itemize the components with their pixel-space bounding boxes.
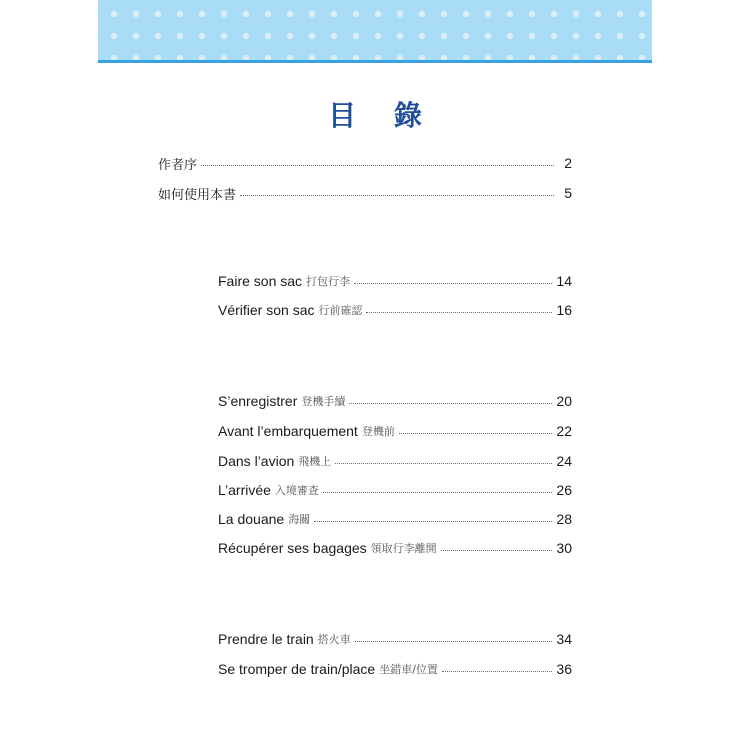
- dot-leader: [399, 433, 553, 434]
- dot-leader: [240, 195, 554, 196]
- toc-entry-french: Se tromper de train/place: [218, 661, 376, 677]
- toc-entry-page: 34: [556, 631, 572, 647]
- toc-entry[interactable]: [218, 299, 572, 321]
- toc-entry-chinese: 領取行李離開: [370, 542, 437, 555]
- header-banner: [98, 0, 652, 60]
- dot-leader: [323, 492, 553, 493]
- toc-entry-french: L’arrivée: [218, 482, 271, 498]
- toc-entry[interactable]: [218, 508, 572, 530]
- toc-entry-page: 36: [556, 661, 572, 677]
- toc-entry-chinese: 行前確認: [318, 304, 363, 317]
- toc-entry-label: 如何使用本書: [158, 187, 237, 203]
- toc-entry-page: 28: [556, 511, 572, 527]
- toc-entry-page: 22: [556, 423, 572, 439]
- toc-entry-page: 20: [556, 393, 572, 409]
- dot-leader: [366, 312, 552, 313]
- toc-entry[interactable]: [218, 628, 572, 650]
- toc-entry[interactable]: [218, 450, 572, 472]
- toc-entry-page: 24: [556, 453, 572, 469]
- toc-entry-french: Prendre le train: [218, 631, 314, 647]
- toc-entry-page: 2: [564, 155, 572, 171]
- toc-entry-chinese: 登機前: [361, 425, 395, 438]
- page-title: 目 錄: [328, 99, 436, 132]
- toc-entry-french: Récupérer ses bagages: [218, 540, 367, 556]
- toc-entry-chinese: 坐錯車/位置: [379, 663, 438, 676]
- toc-entry-label: 作者序: [158, 157, 198, 173]
- toc-entry-chinese: 搭火車: [317, 633, 351, 646]
- toc-entry-chinese: 入境審查: [274, 484, 319, 497]
- toc-entry[interactable]: [218, 390, 572, 412]
- toc-entry-french: Faire son sac: [218, 273, 303, 289]
- toc-entry-chinese: 海關: [288, 513, 311, 526]
- toc-entry-french: Vérifier son sac: [218, 302, 315, 318]
- dot-leader: [355, 641, 553, 642]
- dot-leader: [314, 521, 552, 522]
- dot-leader: [441, 550, 553, 551]
- toc-entry[interactable]: [218, 420, 572, 442]
- toc-entry-page: 26: [556, 482, 572, 498]
- toc-entry-how-to-use[interactable]: [158, 182, 572, 204]
- dot-leader: [349, 403, 552, 404]
- toc-entry-page: 30: [556, 540, 572, 556]
- toc-entry-page: 16: [556, 302, 572, 318]
- toc-entry[interactable]: [218, 537, 572, 559]
- dot-leader: [354, 283, 552, 284]
- toc-entry-french: Avant l’embarquement: [218, 423, 358, 439]
- toc-entry-preface[interactable]: [158, 152, 572, 174]
- toc-entry-french: La douane: [218, 511, 285, 527]
- toc-entry[interactable]: [218, 658, 572, 680]
- toc-entry-chinese: 打包行李: [306, 275, 351, 288]
- toc-entry-page: 5: [564, 185, 572, 201]
- dot-leader: [201, 165, 554, 166]
- toc-entry[interactable]: [218, 270, 572, 292]
- toc-entry-french: Dans l’avion: [218, 453, 295, 469]
- toc-entry-chinese: 飛機上: [298, 455, 332, 468]
- toc-entry-chinese: 登機手續: [301, 395, 346, 408]
- toc-entry-page: 14: [556, 273, 572, 289]
- dot-leader: [442, 671, 553, 672]
- toc-entry-french: S’enregistrer: [218, 393, 298, 409]
- dot-leader: [335, 463, 552, 464]
- header-rule: [98, 60, 652, 63]
- toc-entry[interactable]: [218, 479, 572, 501]
